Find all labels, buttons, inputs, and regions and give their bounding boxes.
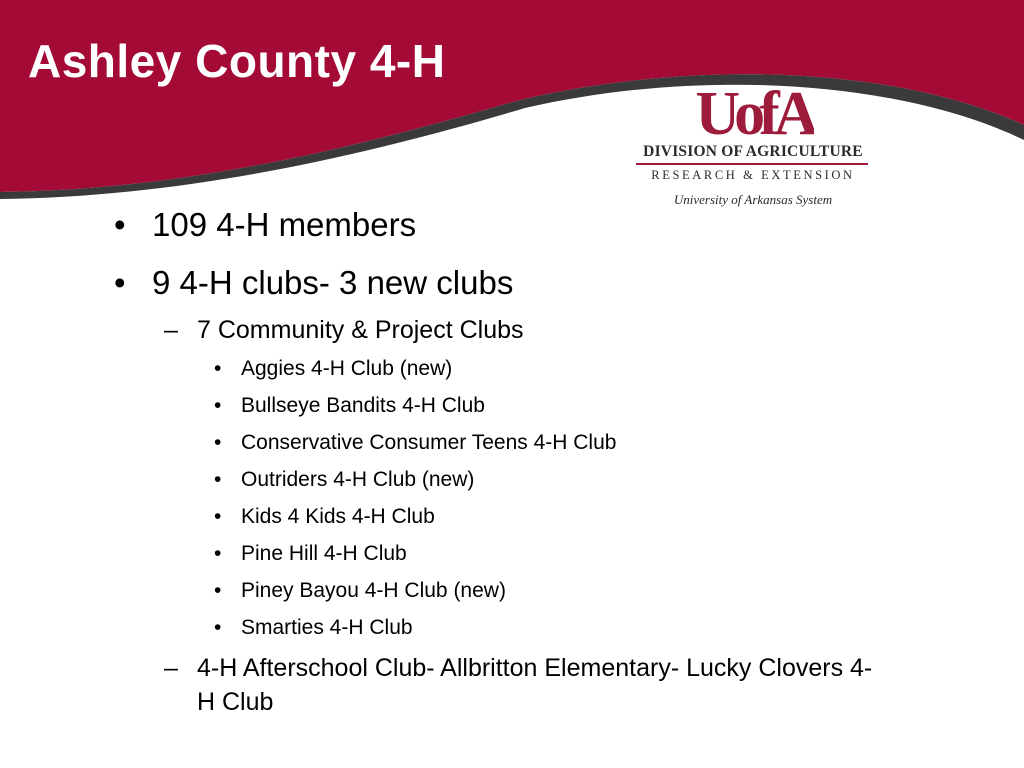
bullet-text: 9 4-H clubs- 3 new clubs [152,264,514,301]
sub-bullet-afterschool-club [164,651,877,719]
bullet-marker: • [214,394,222,417]
club-list-item [214,505,435,529]
logo-research-text: RESEARCH & EXTENSION [651,168,855,182]
bullet-marker: • [214,357,222,380]
bullet-marker: • [214,431,222,454]
bullet-marker: • [214,542,222,565]
slide-title: Ashley County 4-H [28,35,446,87]
bullet-members [114,206,417,244]
bullet-marker: • [114,264,126,301]
club-list-item [214,542,407,566]
club-list-item [214,616,413,640]
logo-division-text: DIVISION OF AGRICULTURE [643,143,863,160]
club-name: Kids 4 Kids 4-H Club [241,505,435,528]
club-name: Pine Hill 4-H Club [241,542,407,565]
bullet-text: 109 4-H members [152,206,417,243]
club-name: Outriders 4-H Club (new) [241,468,475,491]
bullet-clubs [114,264,514,302]
club-name: Piney Bayou 4-H Club (new) [241,579,506,602]
club-list-item [214,468,475,492]
club-list-item [214,431,617,455]
club-name: Bullseye Bandits 4-H Club [241,394,485,417]
bullet-marker: • [214,505,222,528]
club-list-item [214,357,453,381]
bullet-marker: • [114,206,126,243]
club-list-item [214,579,506,603]
bullet-marker: • [214,468,222,491]
club-name: Smarties 4-H Club [241,616,413,639]
uofa-mark-text: UofA [695,80,813,142]
sub-bullet-text: 7 Community & Project Clubs [197,316,524,344]
bullet-marker: • [214,616,222,639]
sub-bullet-text: 4-H Afterschool Club- Allbritton Elementary- Lucky Clovers 4-H Club [197,654,873,716]
club-list-item [214,394,485,418]
bullet-marker: • [214,579,222,602]
logo-system-text: University of Arkansas System [673,192,833,207]
club-name: Aggies 4-H Club (new) [241,357,453,380]
dash-marker: – [164,654,178,682]
club-name: Conservative Consumer Teens 4-H Club [241,431,617,454]
dash-marker: – [164,316,178,344]
sub-bullet-community-clubs [164,316,524,345]
